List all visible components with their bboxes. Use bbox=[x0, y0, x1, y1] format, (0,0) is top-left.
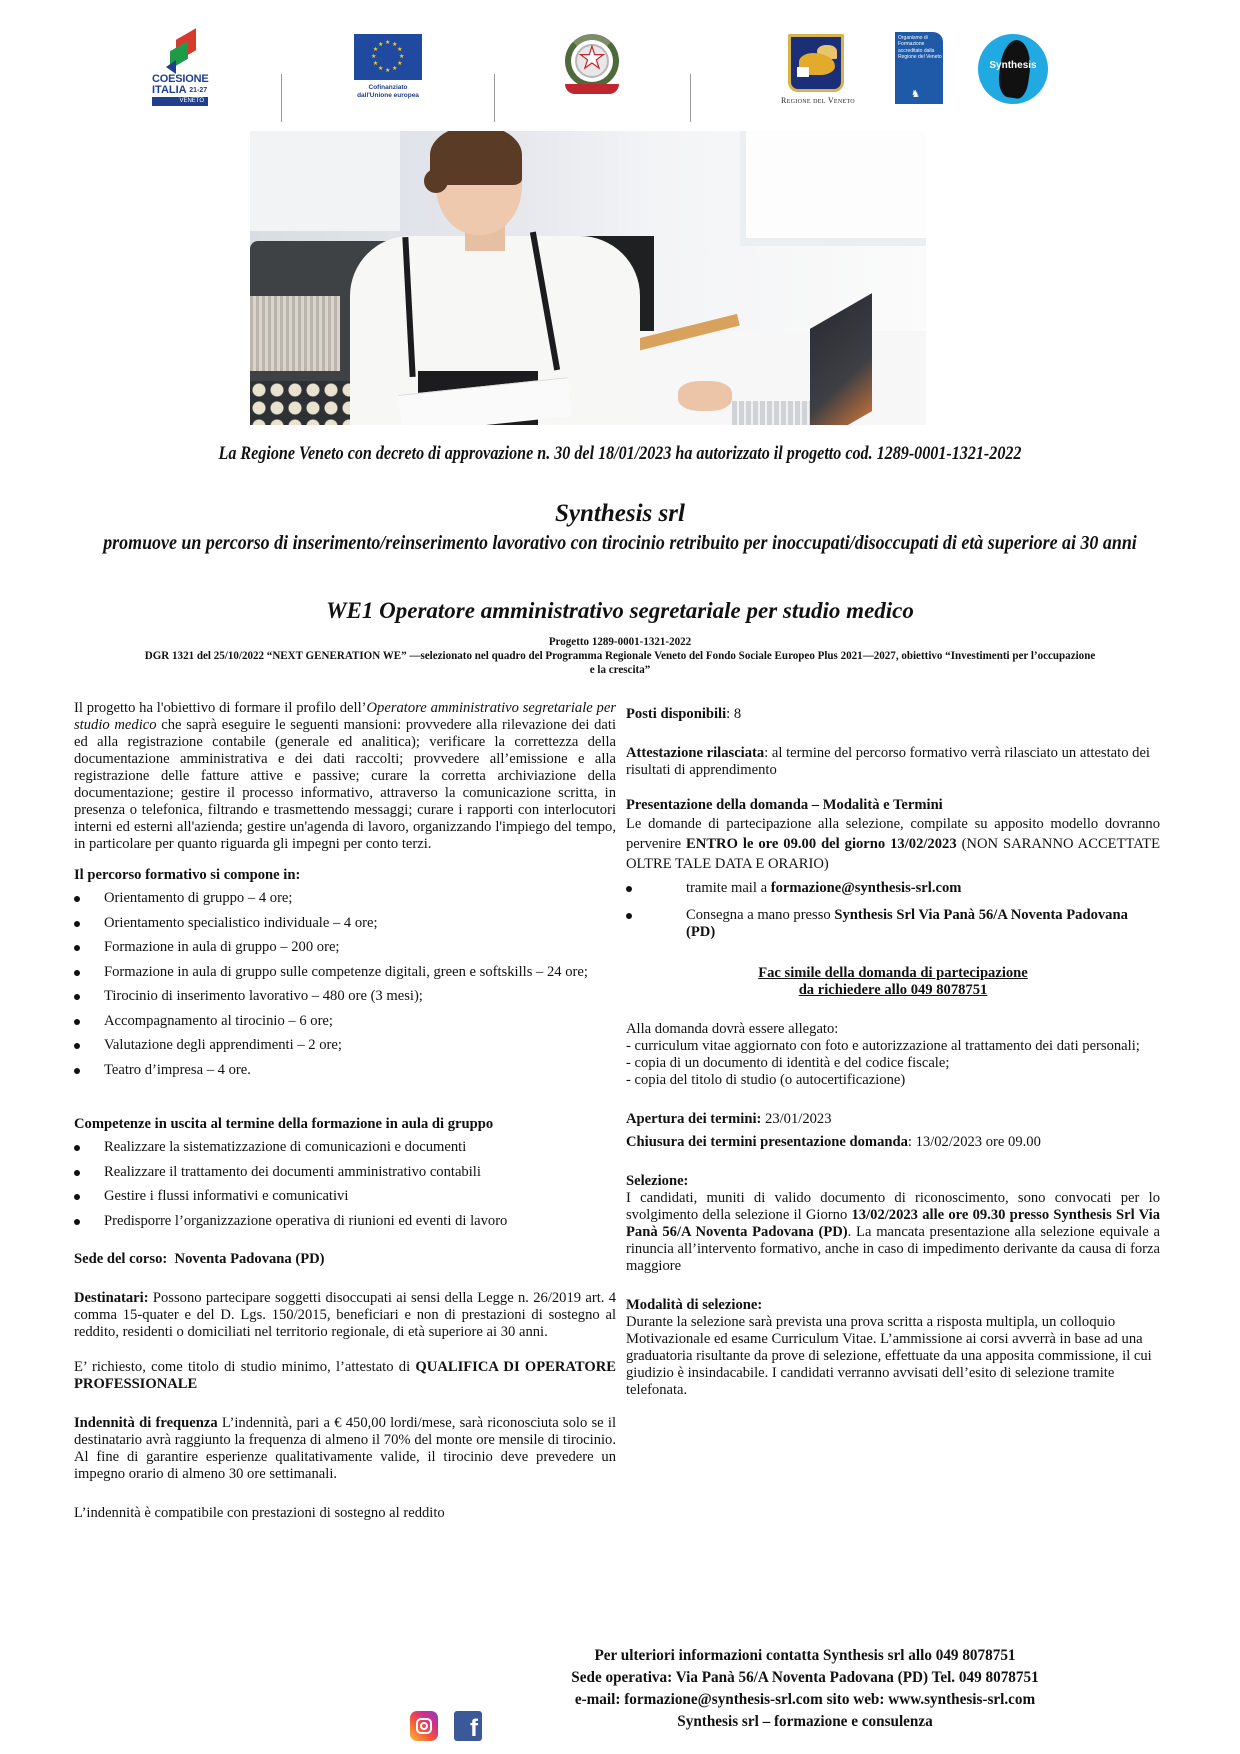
titolo-text: E’ richiesto, come titolo di studio minimo, l’attestato di bbox=[74, 1359, 416, 1375]
presentazione-text-pre: Le domande di partecipazione alla selezione, compilate su apposito modello dovranno pervenire bbox=[626, 816, 1160, 852]
regione-veneto-caption: Regione del Veneto bbox=[781, 96, 855, 105]
destinatari-text: Possono partecipare soggetti disoccupati ai sensi della Legge n. 26/2019 art. 4 comma 15-quater e del D. Lgs. 150/2015, beneficiari e non di prestazioni di sostegno al reddito, residenti o domiciliati nel territorio regionale, di età superiore ai 30 anni. bbox=[74, 1290, 616, 1340]
synthesis-logo-text: Synthesis bbox=[989, 60, 1037, 71]
coesione-region-band: VENETO bbox=[152, 97, 208, 106]
intro-text-pre: Il progetto ha l'obiettivo di formare il profilo dell’ bbox=[74, 700, 367, 716]
intro-paragraph bbox=[74, 700, 616, 853]
percorso-item bbox=[74, 915, 616, 932]
attestazione-label: Attestazione rilasciata bbox=[626, 745, 765, 761]
footer-contacts bbox=[496, 1645, 1114, 1733]
bullet-icon bbox=[74, 1145, 80, 1151]
attestazione-paragraph bbox=[626, 745, 1160, 779]
presentazione-paragraph bbox=[626, 814, 1160, 874]
facsimile-line2: da richiedere allo 049 8078751 bbox=[798, 982, 988, 998]
percorso-list bbox=[74, 890, 616, 1079]
promo-subtitle: promuove un percorso di inserimento/reinserimento lavorativo con tirocinio retribuito per inoccupati/disoccupati di età superiore ai 30 anni bbox=[103, 533, 1137, 554]
percorso-item-text: Teatro d’impresa – 4 ore. bbox=[104, 1061, 251, 1078]
facsimile-notice bbox=[626, 965, 1160, 999]
chiusura-value: : 13/02/2023 ore 09.00 bbox=[907, 1134, 1041, 1150]
emblem-ribbon-icon bbox=[565, 84, 619, 94]
indennita-text: L’indennità, pari a € 450,00 lordi/mese, sarà riconosciuta solo se il destinatario avrà raggiunto la frequenza di almeno il 70% del monte ore mensile di tirocinio. Al fine di garantire esperienze qualitativamente valide, il tirocinio deve prevedere un impegno orario di almeno 30 ore settimanali. bbox=[74, 1415, 617, 1482]
eu-star-icon: ★ bbox=[392, 66, 398, 73]
sede-value: Noventa Padovana (PD) bbox=[174, 1251, 325, 1267]
photo-window-left bbox=[250, 131, 400, 231]
competenze-item-text: Realizzare la sistematizzazione di comunicazioni e documenti bbox=[104, 1139, 467, 1155]
sede-corso bbox=[74, 1251, 616, 1268]
posti-value: : 8 bbox=[726, 706, 742, 722]
eu-caption-line1: Cofinanziato bbox=[368, 84, 408, 91]
course-title: WE1 Operatore amministrativo segretariale per studio medico bbox=[326, 598, 914, 623]
selezione-text-pre: I candidati, muniti di valido documento di riconoscimento, sono convocati per lo svolgimento della selezione il Giorno bbox=[626, 1190, 1160, 1223]
logo-divider bbox=[281, 74, 282, 122]
eu-star-icon: ★ bbox=[397, 47, 403, 53]
competenze-item bbox=[74, 1188, 616, 1205]
apertura-value: 23/01/2023 bbox=[761, 1111, 832, 1127]
logo-strip bbox=[0, 28, 1240, 113]
photo-window-right bbox=[740, 131, 926, 246]
percorso-item bbox=[74, 1062, 616, 1079]
selezione-heading: Selezione: bbox=[626, 1173, 689, 1189]
modalita-invio-item bbox=[626, 907, 1160, 941]
apertura-label: Apertura dei termini: bbox=[626, 1111, 762, 1127]
posti-disponibili bbox=[626, 706, 1160, 723]
percorso-item bbox=[74, 1013, 616, 1030]
allegati-item: - curriculum vitae aggiornato con foto e autorizzazione al trattamento dei dati personali; bbox=[626, 1038, 1140, 1054]
footer-address-line: Sede operativa: Via Panà 56/A Noventa Padovana (PD) Tel. 049 8078751 bbox=[571, 1669, 1039, 1686]
book-shape bbox=[797, 67, 809, 77]
selezione-paragraph bbox=[626, 1190, 1160, 1275]
coesione-line1: COESIONE bbox=[152, 73, 209, 85]
attestazione-text: : al termine del percorso formativo verrà rilasciato un attestato dei risultati di apprendimento bbox=[626, 745, 1150, 778]
left-column bbox=[74, 700, 616, 1522]
eu-star-icon: ★ bbox=[371, 54, 377, 60]
indennita-paragraph bbox=[74, 1415, 616, 1483]
dgr-reference: DGR 1321 del 25/10/2022 “NEXT GENERATION WE” —selezionato nel quadro del Programma Regionale Veneto del Fondo Sociale Europeo Plus 2021—2027, obiettivo “Investimenti per l’occupazione e la crescita” bbox=[144, 648, 1096, 676]
percorso-item-text: Tirocinio di inserimento lavorativo – 480 ore (3 mesi); bbox=[104, 988, 423, 1004]
instagram-icon[interactable] bbox=[410, 1711, 438, 1741]
modalita-invio-list bbox=[626, 880, 1160, 941]
bullet-icon bbox=[74, 1219, 80, 1225]
photo-blanket bbox=[250, 296, 340, 371]
apertura-termini bbox=[626, 1111, 1160, 1128]
coesione-italia-logo bbox=[152, 34, 214, 106]
intro-profile-name: Operatore amministrativo segretariale per studio medico bbox=[74, 700, 617, 733]
organismo-formazione-badge bbox=[895, 32, 943, 104]
chiusura-label: Chiusura dei termini presentazione domanda bbox=[626, 1134, 908, 1150]
competenze-heading: Competenze in uscita al termine della formazione in aula di gruppo bbox=[74, 1116, 494, 1132]
coesione-line2 bbox=[152, 85, 207, 96]
bullet-icon bbox=[74, 896, 80, 902]
presentazione-deadline: ENTRO le ore 09.00 del giorno 13/02/2023 bbox=[686, 836, 957, 852]
bullet-icon bbox=[74, 921, 80, 927]
eu-star-icon: ★ bbox=[372, 47, 379, 53]
selezione-date-place: 13/02/2023 alle ore 09.30 presso Synthesis Srl Via Panà 56/A Noventa Padovana (PD) bbox=[626, 1207, 1160, 1240]
competenze-item bbox=[74, 1213, 616, 1230]
synthesis-logo bbox=[978, 34, 1048, 104]
logo-divider bbox=[494, 74, 495, 122]
bullet-icon bbox=[74, 1043, 80, 1049]
winged-lion-icon: ♞ bbox=[911, 89, 920, 100]
sede-label: Sede del corso: bbox=[74, 1251, 168, 1267]
allegati-list bbox=[626, 1038, 1160, 1089]
presentazione-heading: Presentazione della domanda – Modalità e Termini bbox=[626, 797, 943, 813]
coesione-years: 21-27 bbox=[189, 87, 208, 94]
regione-veneto-logo bbox=[778, 34, 858, 110]
percorso-item-text: Formazione in aula di gruppo sulle competenze digitali, green e softskills – 24 ore; bbox=[104, 963, 588, 980]
percorso-item-text: Accompagnamento al tirocinio – 6 ore; bbox=[104, 1012, 333, 1029]
competenze-item-text: Gestire i flussi informativi e comunicativi bbox=[104, 1188, 349, 1204]
photo-keyboard bbox=[732, 401, 812, 425]
bullet-icon bbox=[74, 945, 80, 951]
percorso-item bbox=[74, 939, 616, 956]
facebook-icon[interactable]: f bbox=[454, 1711, 482, 1741]
indennita-label: Indennità di frequenza bbox=[74, 1415, 218, 1431]
bullet-icon bbox=[74, 970, 80, 976]
modalita-selezione-heading: Modalità di selezione: bbox=[626, 1297, 763, 1313]
footer-tagline: Synthesis srl – formazione e consulenza bbox=[677, 1713, 933, 1730]
photo-hair-bun bbox=[424, 169, 448, 193]
competenze-item-text: Predisporre l’organizzazione operativa di riunioni ed eventi di lavoro bbox=[104, 1212, 508, 1229]
lion-of-st-mark-shield-icon bbox=[788, 34, 844, 92]
percorso-item-text: Orientamento specialistico individuale – 4 ore; bbox=[104, 914, 378, 931]
intro-text-post: che saprà eseguire le seguenti mansioni: provvedere alla rilevazione dei dati ed alla registrazione contabile (generale ed analitica); verificare la correttezza della documentazione amministrativa e dei dati raccolti; provvedere all’emissione e alla registrazione delle fatture attive e passive; curare la corretta archiviazione della documentazione; gestire il processo informativo, attraverso la comunicazione scritta, in presenza o telefonica, filtrando e trasmettendo messaggi; curare i rapporti con interlocutori interni ed esterni all'azienda; gestire un'agenda di lavoro, organizzando l'impiego del tempo, in particolare per quanto riguarda gli impegni per conto terzi. bbox=[74, 717, 616, 852]
percorso-item bbox=[74, 988, 616, 1005]
logo-divider bbox=[690, 74, 691, 122]
competenze-item bbox=[74, 1164, 616, 1181]
titolo-studio-paragraph bbox=[74, 1359, 616, 1393]
eu-star-icon: ★ bbox=[397, 61, 403, 67]
footer-info-line: Per ulteriori informazioni contatta Synthesis srl allo 049 8078751 bbox=[594, 1647, 1016, 1664]
eu-star-icon: ★ bbox=[385, 68, 391, 74]
modalita-selezione-paragraph: Durante la selezione sarà prevista una prova scritta a risposta multipla, un colloquio Motivazionale ed esame Curriculum Vitae. L’ammissione ai corsi avverrà in base ad una graduatoria risultante da prove di selezione, effettuate da una apposita commissione, il cui giudizio è insindacabile. I candidati verranno avvisati dell’esito di selezione tramite telefonata. bbox=[626, 1314, 1152, 1398]
allegati-item: - copia del titolo di studio (o autocertificazione) bbox=[626, 1072, 906, 1088]
project-code: Progetto 1289-0001-1321-2022 bbox=[548, 634, 692, 648]
modalita-invio-detail: formazione@synthesis-srl.com bbox=[770, 880, 962, 896]
instagram-lens-shape bbox=[420, 1722, 428, 1730]
facsimile-line1: Fac simile della domanda di partecipazione bbox=[758, 965, 1028, 981]
eu-flag-icon bbox=[354, 34, 422, 80]
selezione-text-post: . La mancata presentazione alla selezione equivale a rinuncia all’intervento formativo, anche in caso di impedimento derivante da causa di forza maggiore bbox=[626, 1224, 1160, 1274]
chiusura-termini bbox=[626, 1134, 1160, 1151]
company-name: Synthesis srl bbox=[555, 500, 685, 527]
organismo-text: Organismo di Formazione accreditato dalla Regione del Veneto bbox=[898, 35, 942, 61]
bullet-icon bbox=[626, 913, 632, 919]
percorso-item bbox=[74, 964, 616, 981]
photo-hand bbox=[678, 381, 732, 411]
coesione-blue-arrow-icon bbox=[166, 60, 176, 74]
eu-flag-logo bbox=[354, 34, 428, 106]
eu-star-icon: ★ bbox=[392, 41, 398, 48]
bullet-icon bbox=[74, 1019, 80, 1025]
modalita-invio-detail: Synthesis Srl Via Panà 56/A Noventa Padovana (PD) bbox=[686, 907, 1128, 940]
competenze-list bbox=[74, 1139, 616, 1230]
modalita-invio-text: tramite mail a bbox=[686, 880, 771, 896]
bullet-icon bbox=[626, 886, 632, 892]
modalita-invio-text: Consegna a mano presso bbox=[686, 907, 835, 923]
competenze-item-text: Realizzare il trattamento dei documenti amministrativo contabili bbox=[104, 1163, 481, 1180]
eu-star-icon: ★ bbox=[399, 54, 405, 60]
indennita-compatibile: L’indennità è compatibile con prestazioni di sostegno al reddito bbox=[74, 1505, 445, 1521]
eu-caption bbox=[344, 84, 432, 100]
titolo-qualifica: QUALIFICA DI OPERATORE PROFESSIONALE bbox=[74, 1359, 616, 1392]
percorso-item-text: Formazione in aula di gruppo – 200 ore; bbox=[104, 939, 340, 955]
competenze-item bbox=[74, 1139, 616, 1156]
bullet-icon bbox=[74, 1194, 80, 1200]
destinatari-label: Destinatari: bbox=[74, 1290, 149, 1306]
eu-star-icon: ★ bbox=[378, 41, 384, 48]
bullet-icon bbox=[74, 1068, 80, 1074]
bullet-icon bbox=[74, 1170, 80, 1176]
eu-star-icon: ★ bbox=[385, 40, 391, 46]
footer-email-web-line[interactable]: e-mail: formazione@synthesis-srl.com sito web: www.synthesis-srl.com bbox=[574, 1691, 1036, 1708]
emblem-star-icon: ★ bbox=[578, 42, 606, 75]
hero-photo-woman-at-laptop bbox=[250, 131, 926, 425]
eu-caption-line2: dall'Unione europea bbox=[357, 92, 419, 99]
percorso-item bbox=[74, 1037, 616, 1054]
decree-statement: La Regione Veneto con decreto di approvazione n. 30 del 18/01/2023 ha autorizzato il progetto cod. 1289-0001-1321-2022 bbox=[218, 444, 1022, 464]
coesione-italia-text: ITALIA bbox=[152, 84, 187, 96]
eu-star-icon: ★ bbox=[378, 66, 384, 73]
bullet-icon bbox=[74, 994, 80, 1000]
modalita-invio-item bbox=[626, 880, 1160, 897]
repubblica-italiana-emblem bbox=[561, 32, 623, 98]
percorso-item-text: Orientamento di gruppo – 4 ore; bbox=[104, 890, 293, 906]
allegati-item: - copia di un documento di identità e del codice fiscale; bbox=[626, 1055, 950, 1071]
posti-label: Posti disponibili bbox=[626, 706, 727, 722]
percorso-heading: Il percorso formativo si compone in: bbox=[74, 867, 301, 883]
presentazione-text-post: (NON SARANNO ACCETTATE OLTRE TALE DATA E ORARIO) bbox=[626, 836, 1160, 872]
allegati-heading: Alla domanda dovrà essere allegato: bbox=[626, 1021, 839, 1037]
destinatari-paragraph bbox=[74, 1290, 616, 1341]
eu-star-icon: ★ bbox=[372, 61, 379, 67]
percorso-item-text: Valutazione degli apprendimenti – 2 ore; bbox=[104, 1037, 342, 1053]
percorso-item bbox=[74, 890, 616, 907]
right-column bbox=[626, 706, 1160, 1399]
